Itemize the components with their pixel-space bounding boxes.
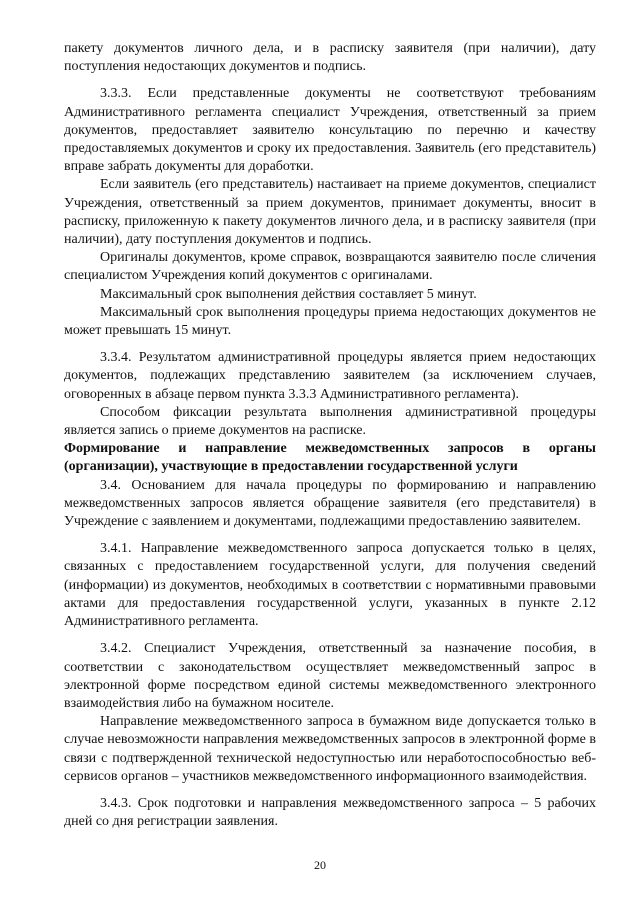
paragraph-3-4-1: 3.4.1. Направление межведомственного запроса допускается только в целях, связанных с предоставлением государственной услуги, для получения сведений (информации) из документов, необходимых в соответствии с нормативными правовыми актами для предоставления государственной услуги, указанных в пункте 2.12 Административного регламента. [64, 541, 596, 630]
section-heading: Формирование и направление межведомственных запросов в органы (организации), участвующие в предоставлении государственной услуги [64, 441, 596, 475]
paragraph-continuation: пакету документов личного дела, и в расписку заявителя (при наличии), дату поступления недостающих документов и подпись. [64, 41, 596, 75]
paragraph-max-action-time: Максимальный срок выполнения действия составляет 5 минут. [100, 286, 477, 302]
paragraph-paper-request: Направление межведомственного запроса в бумажном виде допускается только в случае невозможности направления межведомственных запросов в электронной форме в связи с подтвержденной технической недоступностью или неработоспособностью веб-сервисов органов – участников межведомственного информационного взаимодействия. [64, 714, 596, 784]
paragraph-3-4-2: 3.4.2. Специалист Учреждения, ответственный за назначение пособия, в соответствии с законодательством осуществляет межведомственный запрос в электронной форме посредством единой системы межведомственного электронного взаимодействия либо на бумажном носителе. [64, 641, 596, 711]
paragraph-3-3-4: 3.3.4. Результатом административной процедуры является прием недостающих документов, подлежащих представлению заявителем (за исключением случаев, оговоренных в абзаце первом пункта 3.3.3 Административного регламента). [64, 350, 596, 402]
paragraph-3-4-3: 3.4.3. Срок подготовки и направления межведомственного запроса – 5 рабочих дней со дня регистрации заявления. [64, 795, 596, 830]
paragraph-originals: Оригиналы документов, кроме справок, возвращаются заявителю после сличения специалистом Учреждения копий документов с оригиналами. [64, 250, 596, 284]
page-number: 20 [314, 858, 326, 872]
document-page [64, 40, 596, 831]
paragraph-3-4: 3.4. Основанием для начала процедуры по формированию и направлению межведомственных запросов является обращение заявителя (его представителя) в Учреждение с заявлением и документами, подлежащими предоставлению заявителем. [64, 477, 596, 530]
paragraph-3-3-3: 3.3.3. Если представленные документы не соответствуют требованиям Административного регламента специалист Учреждения, ответственный за прием документов, предоставляет заявителю консультацию по перечню и качеству предоставляемых документов и сроку их предоставления. Заявитель (его представитель) вправе забрать документы для доработки. [64, 86, 596, 175]
paragraph-insist: Если заявитель (его представитель) настаивает на приеме документов, специалист Учреждения, ответственный за прием документов, принимает документы, вносит в расписку, приложенную к пакету документов личного дела, и в расписку заявителя (при наличии), дату поступления документов и подпись. [64, 177, 596, 248]
paragraph-fixation: Способом фиксации результата выполнения административной процедуры является запись о приеме документов на расписке. [64, 404, 596, 439]
paragraph-max-procedure-time: Максимальный срок выполнения процедуры приема недостающих документов не может превышать 15 минут. [64, 304, 596, 339]
